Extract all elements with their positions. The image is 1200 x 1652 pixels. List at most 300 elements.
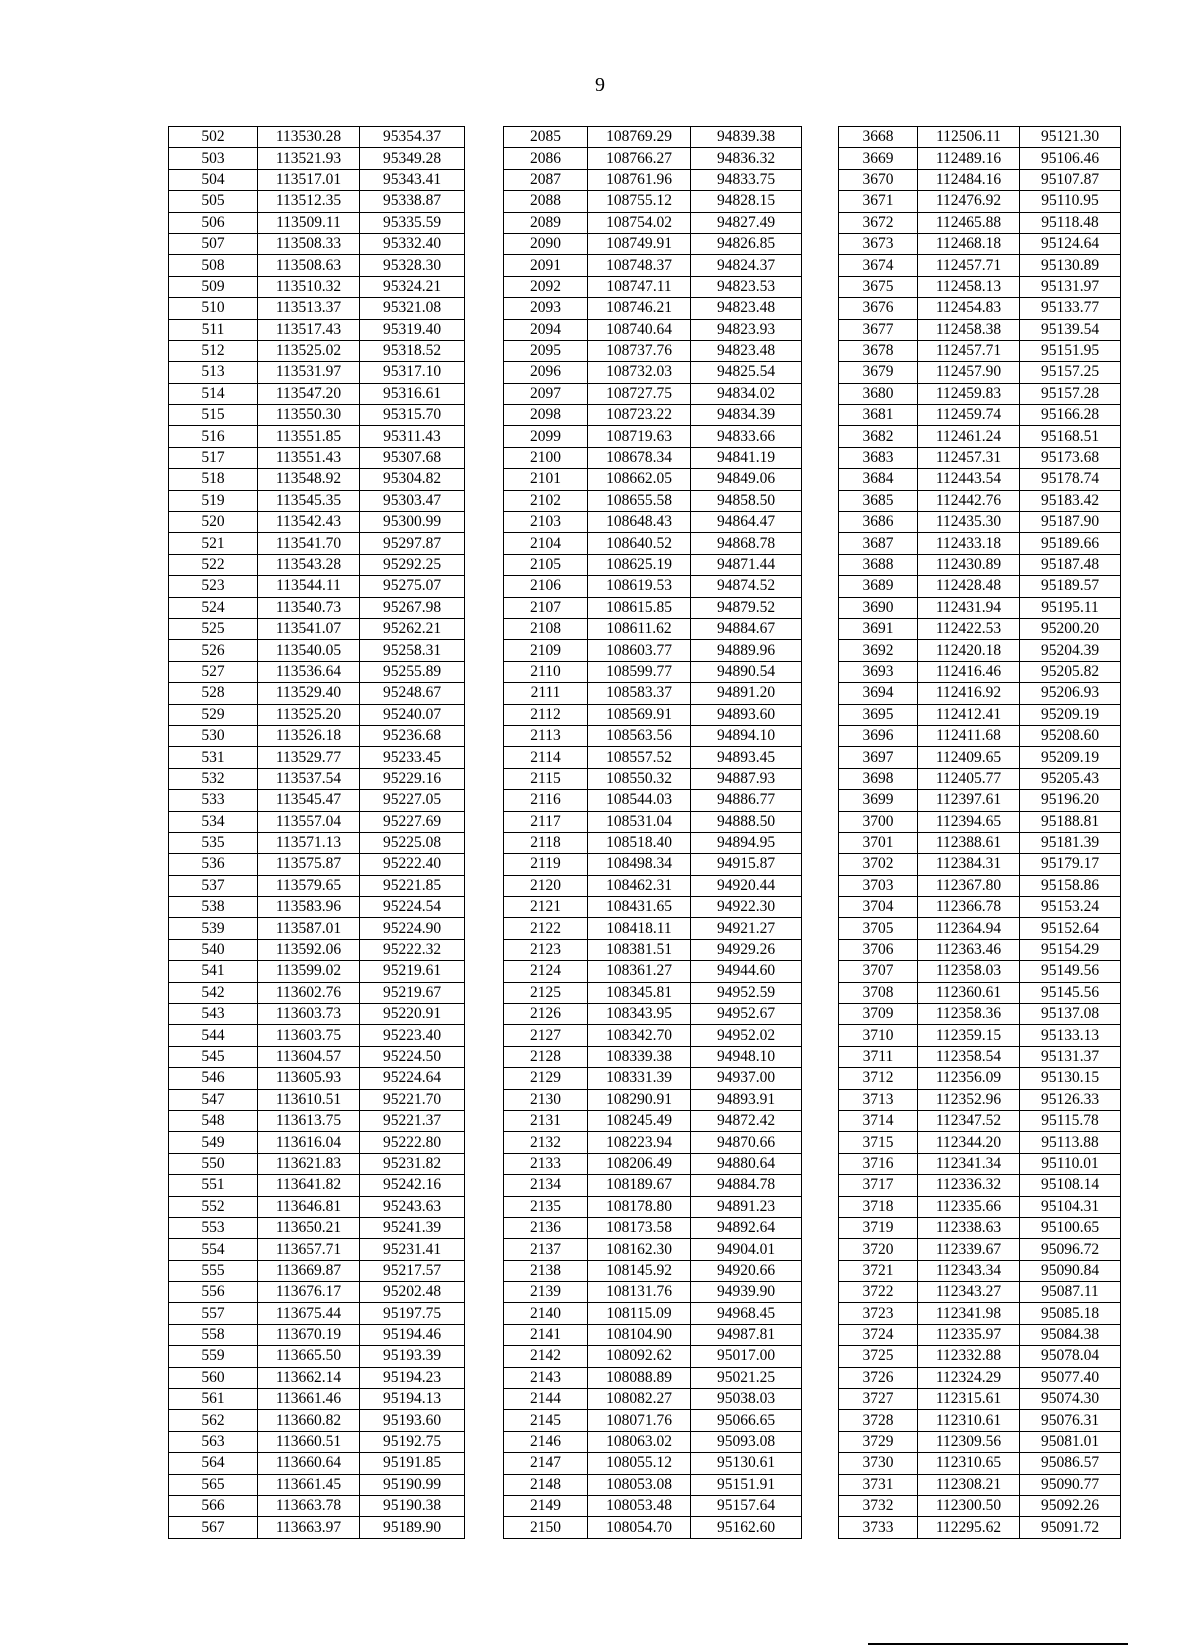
point-number-cell: 2102 — [504, 490, 588, 511]
point-number-cell: 3726 — [839, 1367, 918, 1388]
y-coordinate-cell: 95194.23 — [360, 1367, 465, 1388]
y-coordinate-cell: 94834.39 — [691, 405, 802, 426]
y-coordinate-cell: 95292.25 — [360, 554, 465, 575]
y-coordinate-cell: 94921.27 — [691, 918, 802, 939]
y-coordinate-cell: 95115.78 — [1020, 1110, 1121, 1131]
point-number-cell: 2103 — [504, 512, 588, 533]
x-coordinate-cell: 113508.63 — [258, 255, 360, 276]
table-row — [839, 661, 1121, 682]
table-row — [504, 897, 802, 918]
y-coordinate-cell: 94890.54 — [691, 661, 802, 682]
x-coordinate-cell: 112310.65 — [918, 1453, 1020, 1474]
y-coordinate-cell: 95219.67 — [360, 982, 465, 1003]
point-number-cell: 2138 — [504, 1260, 588, 1281]
table-row — [839, 276, 1121, 297]
x-coordinate-cell: 113670.19 — [258, 1324, 360, 1345]
y-coordinate-cell: 95267.98 — [360, 597, 465, 618]
table-row — [504, 1153, 802, 1174]
x-coordinate-cell: 112412.41 — [918, 704, 1020, 725]
table-row — [169, 854, 465, 875]
table-row — [504, 1367, 802, 1388]
y-coordinate-cell: 94968.45 — [691, 1303, 802, 1324]
table-row — [504, 1089, 802, 1110]
table-row — [169, 490, 465, 511]
table-row — [504, 512, 802, 533]
point-number-cell: 551 — [169, 1175, 258, 1196]
x-coordinate-cell: 112300.50 — [918, 1496, 1020, 1517]
y-coordinate-cell: 95202.48 — [360, 1282, 465, 1303]
x-coordinate-cell: 112457.31 — [918, 447, 1020, 468]
table-row — [839, 747, 1121, 768]
table-row — [839, 683, 1121, 704]
x-coordinate-cell: 113587.01 — [258, 918, 360, 939]
x-coordinate-cell: 112454.83 — [918, 298, 1020, 319]
point-number-cell: 3710 — [839, 1025, 918, 1046]
x-coordinate-cell: 108583.37 — [588, 683, 691, 704]
x-coordinate-cell: 112409.65 — [918, 747, 1020, 768]
y-coordinate-cell: 95133.13 — [1020, 1025, 1121, 1046]
x-coordinate-cell: 113536.64 — [258, 661, 360, 682]
x-coordinate-cell: 113525.02 — [258, 340, 360, 361]
point-number-cell: 506 — [169, 212, 258, 233]
table-row — [839, 490, 1121, 511]
point-number-cell: 555 — [169, 1260, 258, 1281]
y-coordinate-cell: 95139.54 — [1020, 319, 1121, 340]
table-row — [504, 1175, 802, 1196]
x-coordinate-cell: 108418.11 — [588, 918, 691, 939]
table-row — [169, 961, 465, 982]
table-row — [504, 1517, 802, 1538]
point-number-cell: 3713 — [839, 1089, 918, 1110]
y-coordinate-cell: 95242.16 — [360, 1175, 465, 1196]
point-number-cell: 502 — [169, 127, 258, 148]
table-row — [504, 233, 802, 254]
y-coordinate-cell: 95275.07 — [360, 576, 465, 597]
table-row — [839, 212, 1121, 233]
table-row — [504, 597, 802, 618]
table-row — [839, 939, 1121, 960]
table-row — [504, 1260, 802, 1281]
x-coordinate-cell: 113545.35 — [258, 490, 360, 511]
point-number-cell: 537 — [169, 875, 258, 896]
x-coordinate-cell: 108082.27 — [588, 1389, 691, 1410]
point-number-cell: 3719 — [839, 1217, 918, 1238]
table-row — [169, 447, 465, 468]
y-coordinate-cell: 94939.90 — [691, 1282, 802, 1303]
y-coordinate-cell: 94849.06 — [691, 469, 802, 490]
table-row — [169, 1303, 465, 1324]
table-row — [504, 1303, 802, 1324]
table-row — [169, 683, 465, 704]
x-coordinate-cell: 112310.61 — [918, 1410, 1020, 1431]
x-coordinate-cell: 113660.51 — [258, 1431, 360, 1452]
point-number-cell: 2121 — [504, 897, 588, 918]
y-coordinate-cell: 95076.31 — [1020, 1410, 1121, 1431]
x-coordinate-cell: 113675.44 — [258, 1303, 360, 1324]
x-coordinate-cell: 112422.53 — [918, 618, 1020, 639]
table-row — [504, 982, 802, 1003]
table-row — [504, 918, 802, 939]
table-row — [504, 255, 802, 276]
point-number-cell: 3677 — [839, 319, 918, 340]
x-coordinate-cell: 112335.97 — [918, 1324, 1020, 1345]
x-coordinate-cell: 113551.85 — [258, 426, 360, 447]
point-number-cell: 540 — [169, 939, 258, 960]
table-row — [839, 148, 1121, 169]
y-coordinate-cell: 94937.00 — [691, 1068, 802, 1089]
x-coordinate-cell: 108761.96 — [588, 169, 691, 190]
x-coordinate-cell: 112332.88 — [918, 1346, 1020, 1367]
point-number-cell: 2119 — [504, 854, 588, 875]
table-row — [169, 576, 465, 597]
y-coordinate-cell: 95194.13 — [360, 1389, 465, 1410]
x-coordinate-cell: 108063.02 — [588, 1431, 691, 1452]
point-number-cell: 2140 — [504, 1303, 588, 1324]
x-coordinate-cell: 108755.12 — [588, 191, 691, 212]
y-coordinate-cell: 95225.08 — [360, 832, 465, 853]
y-coordinate-cell: 95137.08 — [1020, 1004, 1121, 1025]
table-row — [839, 1068, 1121, 1089]
point-number-cell: 3712 — [839, 1068, 918, 1089]
table-row — [504, 276, 802, 297]
x-coordinate-cell: 113613.75 — [258, 1110, 360, 1131]
x-coordinate-cell: 112343.27 — [918, 1282, 1020, 1303]
x-coordinate-cell: 108345.81 — [588, 982, 691, 1003]
table-row — [504, 725, 802, 746]
y-coordinate-cell: 95338.87 — [360, 191, 465, 212]
x-coordinate-cell: 108173.58 — [588, 1217, 691, 1238]
x-coordinate-cell: 113571.13 — [258, 832, 360, 853]
x-coordinate-cell: 108766.27 — [588, 148, 691, 169]
point-number-cell: 3703 — [839, 875, 918, 896]
x-coordinate-cell: 113548.92 — [258, 469, 360, 490]
table-row — [839, 1132, 1121, 1153]
table-row — [169, 1153, 465, 1174]
table-row — [839, 875, 1121, 896]
table-row — [839, 362, 1121, 383]
y-coordinate-cell: 94874.52 — [691, 576, 802, 597]
x-coordinate-cell: 108531.04 — [588, 811, 691, 832]
point-number-cell: 2090 — [504, 233, 588, 254]
point-number-cell: 543 — [169, 1004, 258, 1025]
table-row — [504, 362, 802, 383]
point-number-cell: 552 — [169, 1196, 258, 1217]
table-row — [504, 212, 802, 233]
point-number-cell: 2116 — [504, 790, 588, 811]
point-number-cell: 2113 — [504, 725, 588, 746]
point-number-cell: 546 — [169, 1068, 258, 1089]
x-coordinate-cell: 113541.70 — [258, 533, 360, 554]
x-coordinate-cell: 113660.64 — [258, 1453, 360, 1474]
point-number-cell: 3722 — [839, 1282, 918, 1303]
y-coordinate-cell: 95093.08 — [691, 1431, 802, 1452]
y-coordinate-cell: 95221.37 — [360, 1110, 465, 1131]
x-coordinate-cell: 112347.52 — [918, 1110, 1020, 1131]
table-row — [504, 832, 802, 853]
x-coordinate-cell: 112344.20 — [918, 1132, 1020, 1153]
table-row — [839, 383, 1121, 404]
x-coordinate-cell: 113513.37 — [258, 298, 360, 319]
y-coordinate-cell: 95233.45 — [360, 747, 465, 768]
y-coordinate-cell: 95151.95 — [1020, 340, 1121, 361]
x-coordinate-cell: 112356.09 — [918, 1068, 1020, 1089]
y-coordinate-cell: 94828.15 — [691, 191, 802, 212]
table-row — [169, 319, 465, 340]
y-coordinate-cell: 94884.78 — [691, 1175, 802, 1196]
table-row — [169, 362, 465, 383]
y-coordinate-cell: 95086.57 — [1020, 1453, 1121, 1474]
table-row — [169, 1175, 465, 1196]
table-row — [504, 1132, 802, 1153]
y-coordinate-cell: 94841.19 — [691, 447, 802, 468]
y-coordinate-cell: 94892.64 — [691, 1217, 802, 1238]
table-row — [504, 1196, 802, 1217]
table-row — [169, 832, 465, 853]
y-coordinate-cell: 95231.82 — [360, 1153, 465, 1174]
point-number-cell: 3699 — [839, 790, 918, 811]
table-row — [839, 1496, 1121, 1517]
table-row — [504, 447, 802, 468]
table-row — [839, 298, 1121, 319]
y-coordinate-cell: 95332.40 — [360, 233, 465, 254]
x-coordinate-cell: 112461.24 — [918, 426, 1020, 447]
y-coordinate-cell: 95110.95 — [1020, 191, 1121, 212]
point-number-cell: 3688 — [839, 554, 918, 575]
x-coordinate-cell: 108223.94 — [588, 1132, 691, 1153]
x-coordinate-cell: 113657.71 — [258, 1239, 360, 1260]
x-coordinate-cell: 108727.75 — [588, 383, 691, 404]
point-number-cell: 538 — [169, 897, 258, 918]
point-number-cell: 520 — [169, 512, 258, 533]
x-coordinate-cell: 112309.56 — [918, 1431, 1020, 1452]
footer-rule — [868, 1643, 1128, 1645]
x-coordinate-cell: 113526.18 — [258, 725, 360, 746]
y-coordinate-cell: 95084.38 — [1020, 1324, 1121, 1345]
y-coordinate-cell: 94839.38 — [691, 127, 802, 148]
x-coordinate-cell: 113525.20 — [258, 704, 360, 725]
x-coordinate-cell: 108599.77 — [588, 661, 691, 682]
x-coordinate-cell: 108206.49 — [588, 1153, 691, 1174]
y-coordinate-cell: 95121.30 — [1020, 127, 1121, 148]
point-number-cell: 3679 — [839, 362, 918, 383]
y-coordinate-cell: 94915.87 — [691, 854, 802, 875]
point-number-cell: 567 — [169, 1517, 258, 1538]
y-coordinate-cell: 94987.81 — [691, 1324, 802, 1345]
table-row — [839, 597, 1121, 618]
x-coordinate-cell: 112476.92 — [918, 191, 1020, 212]
x-coordinate-cell: 113510.32 — [258, 276, 360, 297]
x-coordinate-cell: 112364.94 — [918, 918, 1020, 939]
x-coordinate-cell: 108625.19 — [588, 554, 691, 575]
table-row — [169, 1132, 465, 1153]
point-number-cell: 2094 — [504, 319, 588, 340]
point-number-cell: 3706 — [839, 939, 918, 960]
table-row — [169, 1453, 465, 1474]
x-coordinate-cell: 108648.43 — [588, 512, 691, 533]
table-row — [504, 1110, 802, 1131]
x-coordinate-cell: 112335.66 — [918, 1196, 1020, 1217]
x-coordinate-cell: 113660.82 — [258, 1410, 360, 1431]
table-row — [839, 1389, 1121, 1410]
point-number-cell: 2096 — [504, 362, 588, 383]
y-coordinate-cell: 95304.82 — [360, 469, 465, 490]
table-row — [839, 169, 1121, 190]
point-number-cell: 3678 — [839, 340, 918, 361]
x-coordinate-cell: 113550.30 — [258, 405, 360, 426]
y-coordinate-cell: 95131.97 — [1020, 276, 1121, 297]
y-coordinate-cell: 94864.47 — [691, 512, 802, 533]
table-row — [839, 533, 1121, 554]
table-row — [169, 747, 465, 768]
x-coordinate-cell: 108518.40 — [588, 832, 691, 853]
y-coordinate-cell: 95229.16 — [360, 768, 465, 789]
x-coordinate-cell: 108131.76 — [588, 1282, 691, 1303]
y-coordinate-cell: 95219.61 — [360, 961, 465, 982]
table-row — [839, 1431, 1121, 1452]
x-coordinate-cell: 113605.93 — [258, 1068, 360, 1089]
point-number-cell: 3714 — [839, 1110, 918, 1131]
y-coordinate-cell: 95107.87 — [1020, 169, 1121, 190]
point-number-cell: 3668 — [839, 127, 918, 148]
table-row — [839, 918, 1121, 939]
point-number-cell: 515 — [169, 405, 258, 426]
table-row — [839, 1282, 1121, 1303]
table-row — [839, 768, 1121, 789]
point-number-cell: 3707 — [839, 961, 918, 982]
coordinate-table-right — [838, 126, 1121, 1539]
point-number-cell: 3731 — [839, 1474, 918, 1495]
y-coordinate-cell: 95221.85 — [360, 875, 465, 896]
y-coordinate-cell: 94823.48 — [691, 340, 802, 361]
y-coordinate-cell: 94858.50 — [691, 490, 802, 511]
table-row — [169, 554, 465, 575]
point-number-cell: 523 — [169, 576, 258, 597]
y-coordinate-cell: 95224.54 — [360, 897, 465, 918]
y-coordinate-cell: 95085.18 — [1020, 1303, 1121, 1324]
y-coordinate-cell: 95078.04 — [1020, 1346, 1121, 1367]
x-coordinate-cell: 108719.63 — [588, 426, 691, 447]
table-row — [504, 1346, 802, 1367]
point-number-cell: 2122 — [504, 918, 588, 939]
x-coordinate-cell: 108563.56 — [588, 725, 691, 746]
y-coordinate-cell: 95189.57 — [1020, 576, 1121, 597]
y-coordinate-cell: 94944.60 — [691, 961, 802, 982]
y-coordinate-cell: 94894.10 — [691, 725, 802, 746]
y-coordinate-cell: 94891.23 — [691, 1196, 802, 1217]
y-coordinate-cell: 95187.48 — [1020, 554, 1121, 575]
y-coordinate-cell: 95224.90 — [360, 918, 465, 939]
x-coordinate-cell: 112388.61 — [918, 832, 1020, 853]
table-row — [169, 811, 465, 832]
x-coordinate-cell: 113517.43 — [258, 319, 360, 340]
y-coordinate-cell: 95017.00 — [691, 1346, 802, 1367]
x-coordinate-cell: 113579.65 — [258, 875, 360, 896]
x-coordinate-cell: 108053.48 — [588, 1496, 691, 1517]
x-coordinate-cell: 112358.54 — [918, 1046, 1020, 1067]
table-row — [169, 1110, 465, 1131]
table-row — [169, 1517, 465, 1538]
y-coordinate-cell: 94833.66 — [691, 426, 802, 447]
table-row — [839, 854, 1121, 875]
x-coordinate-cell: 112394.65 — [918, 811, 1020, 832]
y-coordinate-cell: 94879.52 — [691, 597, 802, 618]
x-coordinate-cell: 113599.02 — [258, 961, 360, 982]
table-row — [504, 1282, 802, 1303]
point-number-cell: 3674 — [839, 255, 918, 276]
table-row — [169, 1068, 465, 1089]
x-coordinate-cell: 112315.61 — [918, 1389, 1020, 1410]
point-number-cell: 531 — [169, 747, 258, 768]
table-row — [504, 1004, 802, 1025]
x-coordinate-cell: 112360.61 — [918, 982, 1020, 1003]
y-coordinate-cell: 95168.51 — [1020, 426, 1121, 447]
point-number-cell: 3732 — [839, 1496, 918, 1517]
y-coordinate-cell: 94893.60 — [691, 704, 802, 725]
point-number-cell: 3720 — [839, 1239, 918, 1260]
point-number-cell: 526 — [169, 640, 258, 661]
x-coordinate-cell: 108462.31 — [588, 875, 691, 896]
point-number-cell: 3690 — [839, 597, 918, 618]
table-row — [504, 640, 802, 661]
x-coordinate-cell: 112484.16 — [918, 169, 1020, 190]
x-coordinate-cell: 108603.77 — [588, 640, 691, 661]
table-row — [169, 212, 465, 233]
point-number-cell: 3682 — [839, 426, 918, 447]
y-coordinate-cell: 95311.43 — [360, 426, 465, 447]
table-row — [169, 233, 465, 254]
table-row — [169, 1410, 465, 1431]
y-coordinate-cell: 94920.44 — [691, 875, 802, 896]
point-number-cell: 507 — [169, 233, 258, 254]
point-number-cell: 559 — [169, 1346, 258, 1367]
point-number-cell: 3700 — [839, 811, 918, 832]
y-coordinate-cell: 95224.50 — [360, 1046, 465, 1067]
x-coordinate-cell: 113575.87 — [258, 854, 360, 875]
y-coordinate-cell: 95038.03 — [691, 1389, 802, 1410]
y-coordinate-cell: 95321.08 — [360, 298, 465, 319]
point-number-cell: 3687 — [839, 533, 918, 554]
table-row — [504, 1324, 802, 1345]
point-number-cell: 504 — [169, 169, 258, 190]
y-coordinate-cell: 95205.82 — [1020, 661, 1121, 682]
y-coordinate-cell: 95021.25 — [691, 1367, 802, 1388]
table-row — [839, 832, 1121, 853]
table-row — [169, 1046, 465, 1067]
x-coordinate-cell: 112339.67 — [918, 1239, 1020, 1260]
x-coordinate-cell: 113557.04 — [258, 811, 360, 832]
point-number-cell: 513 — [169, 362, 258, 383]
point-number-cell: 2137 — [504, 1239, 588, 1260]
point-number-cell: 3692 — [839, 640, 918, 661]
table-row — [839, 982, 1121, 1003]
table-row — [504, 319, 802, 340]
point-number-cell: 529 — [169, 704, 258, 725]
y-coordinate-cell: 95258.31 — [360, 640, 465, 661]
point-number-cell: 3681 — [839, 405, 918, 426]
y-coordinate-cell: 95113.88 — [1020, 1132, 1121, 1153]
table-row — [839, 1303, 1121, 1324]
table-row — [504, 854, 802, 875]
point-number-cell: 3729 — [839, 1431, 918, 1452]
table-row — [839, 447, 1121, 468]
point-number-cell: 3701 — [839, 832, 918, 853]
x-coordinate-cell: 112324.29 — [918, 1367, 1020, 1388]
point-number-cell: 511 — [169, 319, 258, 340]
table-row — [169, 469, 465, 490]
x-coordinate-cell: 108615.85 — [588, 597, 691, 618]
table-row — [169, 191, 465, 212]
x-coordinate-cell: 112363.46 — [918, 939, 1020, 960]
